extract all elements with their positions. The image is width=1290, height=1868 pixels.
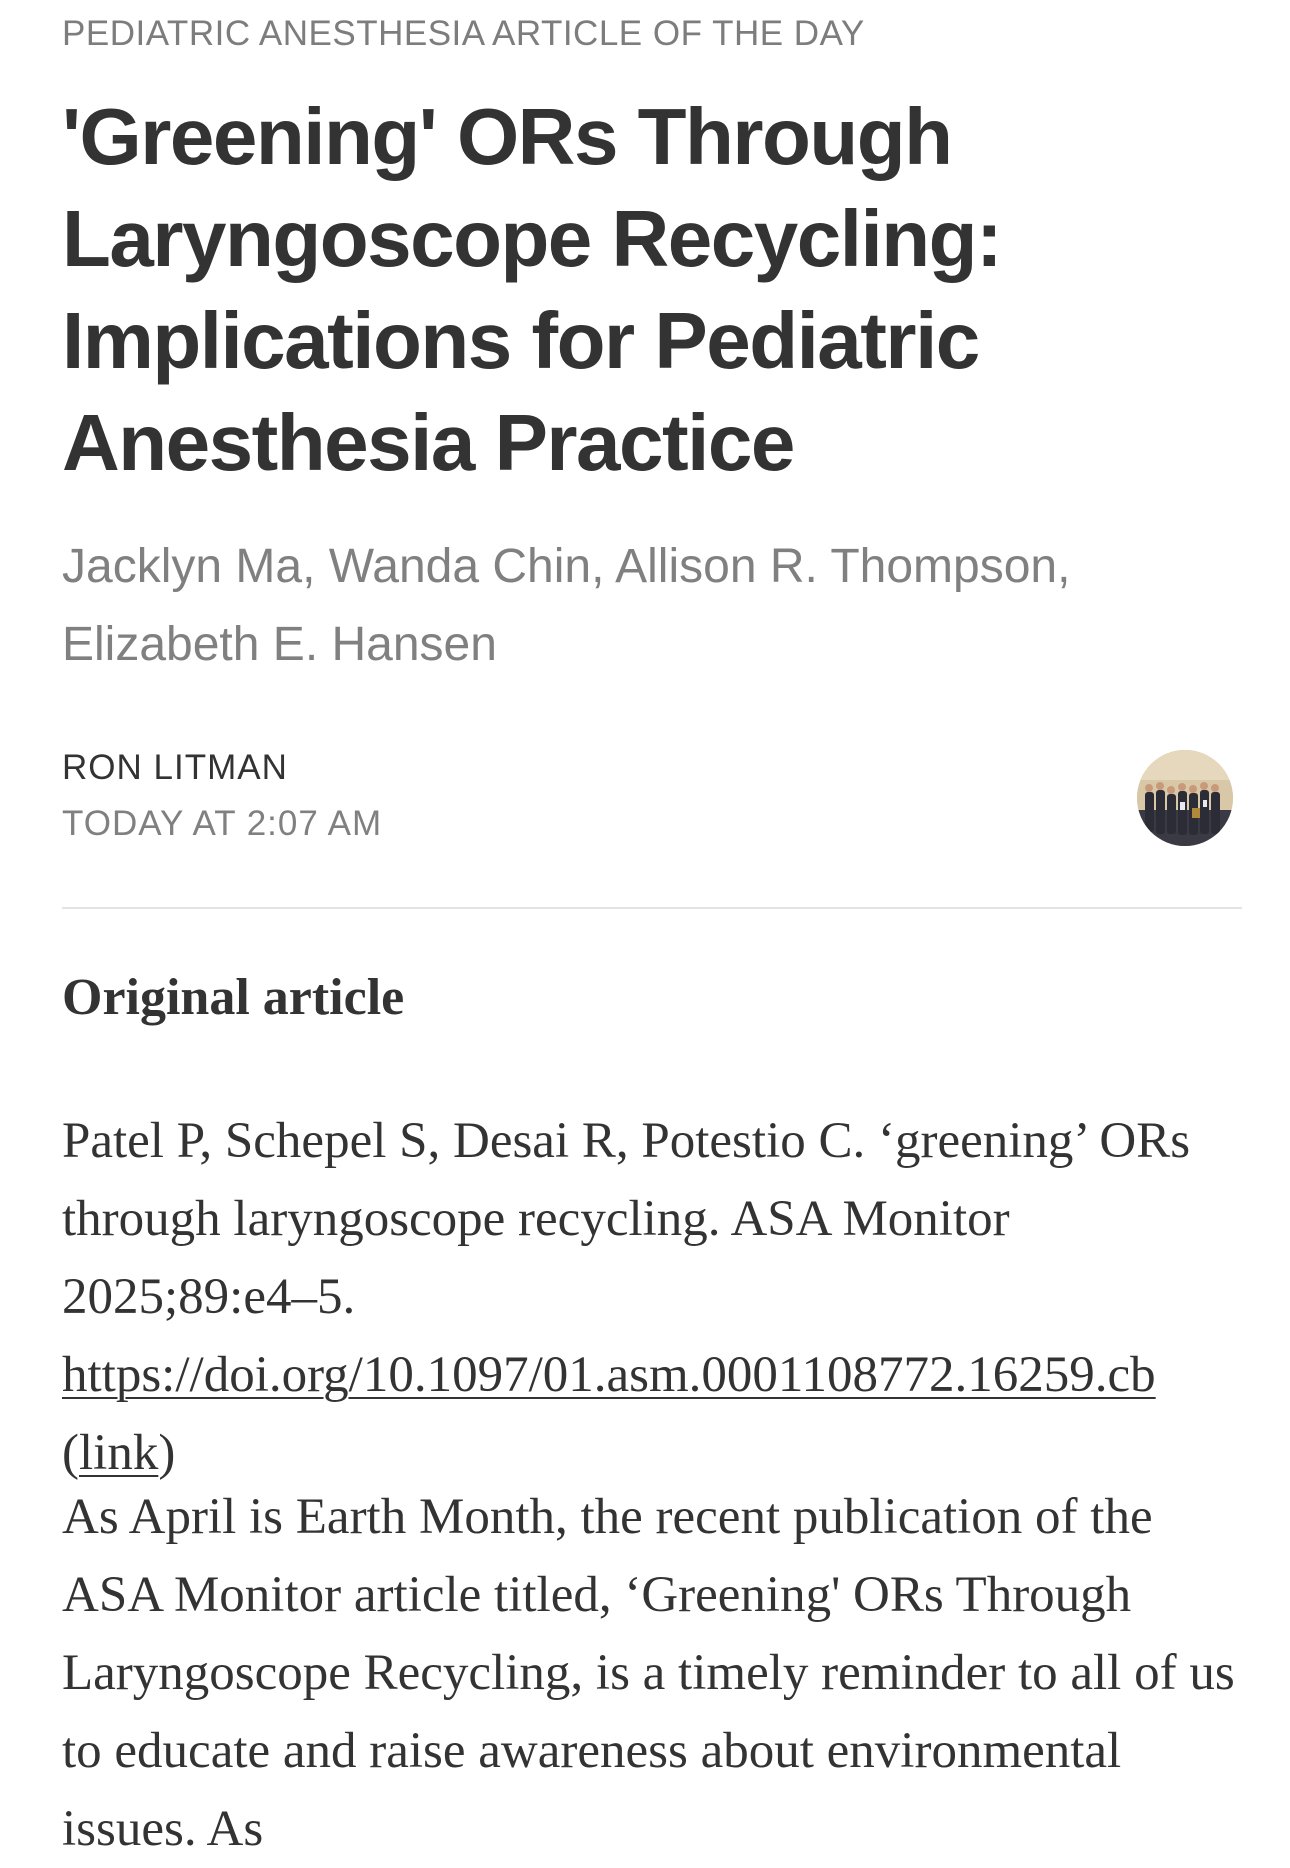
byline-author-name[interactable]: RON LITMAN	[62, 748, 288, 787]
link-close-paren: )	[158, 1425, 176, 1481]
byline-date: TODAY AT 2:07 AM	[62, 804, 383, 843]
article-body-paragraph: As April is Earth Month, the recent publication of the ASA Monitor article titled, ‘Greening' ORs Through Laryngoscope Recycling, is a timely reminder to all of us to educate and raise awareness about environmental issues. As	[62, 1489, 1235, 1857]
citation-text: Patel P, Schepel S, Desai R, Potestio C. ‘greening’ ORs through laryngoscope recycling. ASA Monitor 2025;89:e4–5.	[62, 1113, 1191, 1325]
article-title: 'Greening' ORs Through Laryngoscope Recycling: Implications for Pediatric Anesthesia Practice	[62, 92, 1002, 487]
group-photo-avatar-image	[1137, 750, 1233, 846]
section-heading: Original article	[62, 969, 405, 1026]
section-divider	[62, 907, 1242, 909]
article-authors: Jacklyn Ma, Wanda Chin, Allison R. Thompson, Elizabeth E. Hansen	[62, 540, 1071, 671]
link-open-paren: (	[62, 1425, 79, 1481]
doi-link[interactable]: https://doi.org/10.1097/01.asm.0001108772.16259.cb	[62, 1347, 1156, 1403]
article-link[interactable]: link	[78, 1425, 159, 1481]
article-kicker[interactable]: PEDIATRIC ANESTHESIA ARTICLE OF THE DAY	[62, 14, 865, 53]
citation-paragraph	[62, 1102, 1242, 1492]
author-avatar[interactable]	[1137, 750, 1233, 846]
